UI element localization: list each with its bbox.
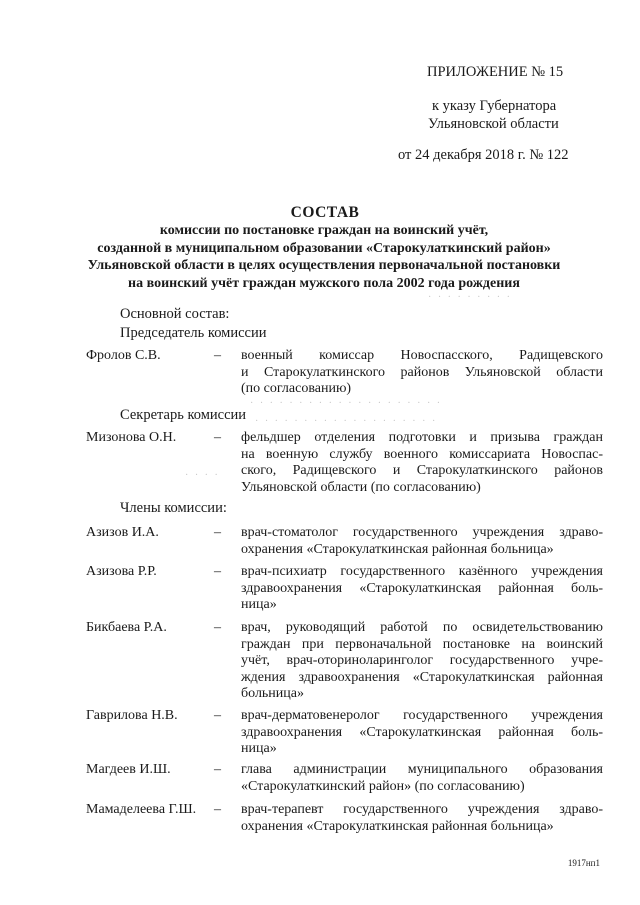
member-role: врач-дерматовенеролог государственного учреждения здравоохранения «Старокулаткинская районная боль- ница»	[241, 708, 603, 756]
member-name: Азизова Р.Р.	[86, 564, 157, 579]
main-composition-label: Основной состав:	[120, 306, 230, 322]
subtitle-line: созданной в муниципальном образовании «Старокулаткинский район»	[97, 240, 551, 256]
dash-separator: –	[214, 348, 221, 363]
member-role: врач-стоматолог государственного учреждения здраво- охранения «Старокулаткинская районная больница»	[241, 525, 603, 557]
member-role: военный комиссар Новоспасского, Радищевского и Старокулаткинского районов Ульяновской области (по согласованию)	[241, 348, 603, 396]
member-name: Бикбаева Р.А.	[86, 620, 167, 635]
member-name: Мамаделеева Г.Ш.	[86, 802, 197, 817]
member-role: врач-терапевт государственного учреждения здраво- охранения «Старокулаткинская районная больница»	[241, 802, 603, 834]
dash-separator: –	[214, 564, 221, 579]
document-code: 1917нп1	[567, 858, 600, 868]
member-role: глава администрации муниципального образования «Старокулаткинский район» (по согласованию)	[241, 762, 603, 794]
decree-date: от 24 декабря 2018 г. № 122	[398, 147, 569, 163]
scan-noise: · · · · · · · · · · · · · · · · · · · ·	[250, 398, 443, 409]
member-name: Магдеев И.Ш.	[86, 762, 171, 777]
subtitle-line: Ульяновской области в целях осуществления первоначальной постановки	[87, 258, 561, 273]
dash-separator: –	[214, 430, 221, 445]
subtitle-line: комиссии по постановке граждан на воинский учёт,	[159, 223, 489, 238]
appendix-number: ПРИЛОЖЕНИЕ № 15	[427, 64, 564, 80]
dash-separator: –	[214, 802, 221, 817]
document-subtitle	[78, 222, 570, 292]
member-role: врач-психиатр государственного казённого учреждения здравоохранения «Старокулаткинская районная боль- ница»	[241, 564, 603, 612]
subtitle-line: на воинский учёт граждан мужского пола 2002 года рождения	[128, 275, 520, 291]
dash-separator: –	[214, 708, 221, 723]
scan-noise: · · · · · · · · · · · · · · · · · · ·	[255, 416, 438, 427]
member-name: Азизов И.А.	[86, 525, 159, 540]
scan-noise: · · · ·	[185, 470, 220, 481]
decree-reference: к указу Губернатора	[432, 98, 557, 114]
dash-separator: –	[214, 762, 221, 777]
member-role: врач, руководящий работой по освидетельствованию граждан при первоначальной постановке на воинский учёт, врач-оториноларинголог государственного учре- ждения здравоохранения «Старокулаткинская районная больница»	[241, 620, 603, 701]
dash-separator: –	[214, 525, 221, 540]
member-name: Гаврилова Н.В.	[86, 708, 178, 723]
members-label: Члены комиссии:	[120, 500, 227, 516]
scan-noise: · · · · · · · · ·	[428, 292, 512, 303]
dash-separator: –	[214, 620, 221, 635]
secretary-label: Секретарь комиссии	[120, 407, 247, 423]
chairman-label: Председатель комиссии	[120, 325, 267, 341]
document-title: СОСТАВ	[290, 204, 360, 221]
member-role: фельдшер отделения подготовки и призыва граждан на военную службу военного комиссариата Новоспас- ского, Радищевского и Старокулаткинского районов Ульяновской области (по согласованию)	[241, 430, 603, 495]
decree-region: Ульяновской области	[428, 116, 559, 132]
member-name: Мизонова О.Н.	[86, 430, 177, 445]
member-name: Фролов С.В.	[86, 348, 161, 363]
